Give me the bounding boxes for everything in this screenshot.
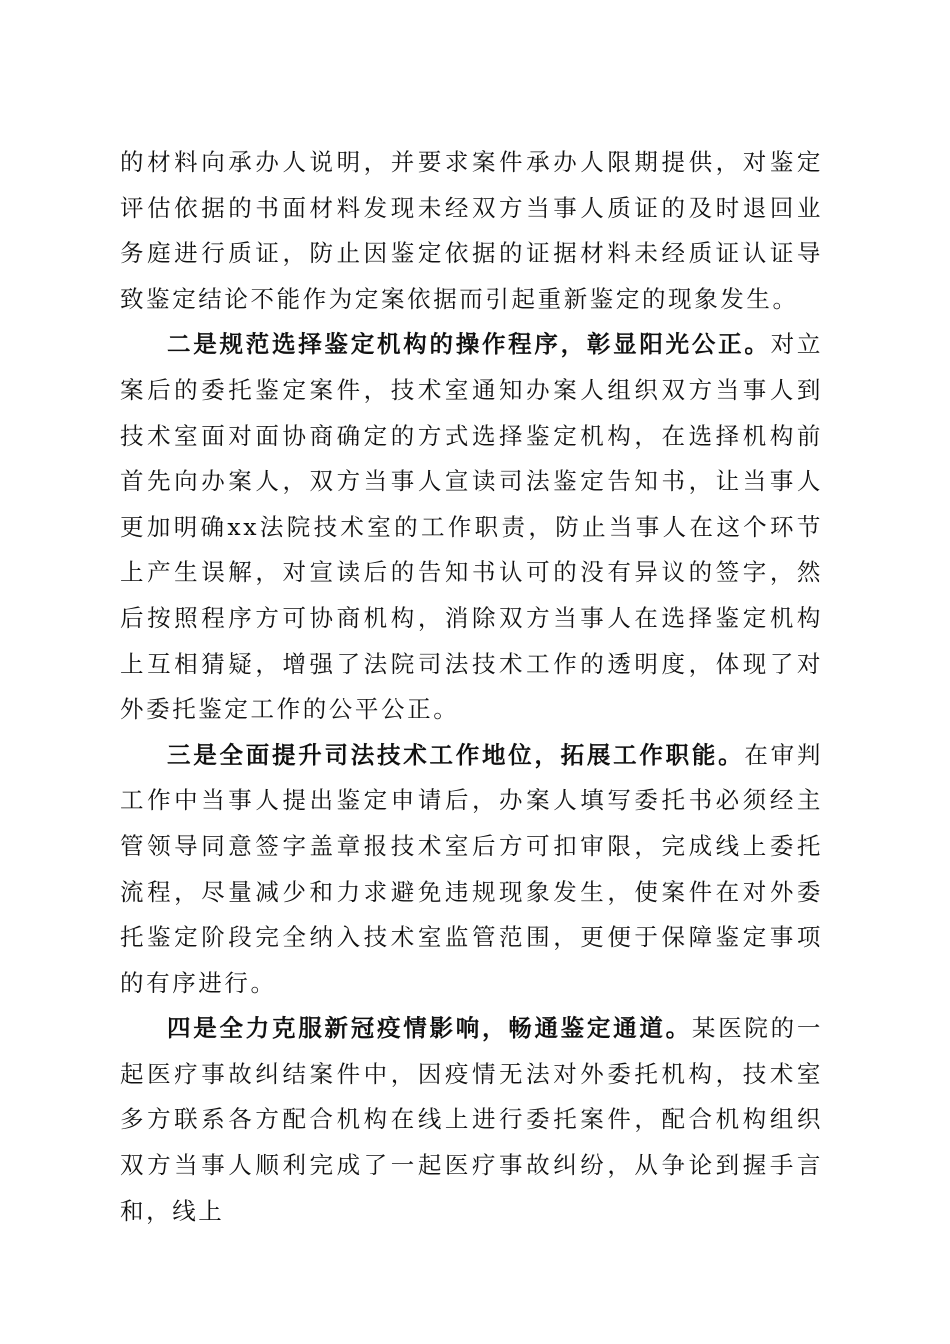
- paragraph-continuation: [120, 140, 823, 322]
- paragraph-lead: 四是全力克服新冠疫情影响，畅通鉴定通道。: [167, 1014, 692, 1043]
- paragraph-lead: 二是规范选择鉴定机构的操作程序，彰显阳光公正。: [167, 330, 771, 359]
- paragraph-point-two: [120, 322, 823, 732]
- paragraph-text: 对立案后的委托鉴定案件，技术室通知办案人组织双方当事人到技术室面对面协商确定的方式选择鉴定机构，在选择机构前首先向办案人，双方当事人宣读司法鉴定告知书，让当事人更加明确xx法院技术室的工作职责，防止当事人在这个环节上产生误解，对宣读后的告知书认可的没有异议的签字，然后按照程序方可协商机构，消除双方当事人在选择鉴定机构上互相猜疑，增强了法院司法技术工作的透明度，体现了对外委托鉴定工作的公平公正。: [120, 330, 823, 724]
- paragraph-text: 的材料向承办人说明，并要求案件承办人限期提供，对鉴定评估依据的书面材料发现未经双方当事人质证的及时退回业务庭进行质证，防止因鉴定依据的证据材料未经质证认证导致鉴定结论不能作为定案依据而引起重新鉴定的现象发生。: [120, 148, 823, 313]
- paragraph-lead: 三是全面提升司法技术工作地位，拓展工作职能。: [167, 740, 745, 769]
- paragraph-text: 某医院的一起医疗事故纠结案件中，因疫情无法对外委托机构，技术室多方联系各方配合机构在线上进行委托案件，配合机构组织双方当事人顺利完成了一起医疗事故纠纷，从争论到握手言和，线上: [120, 1014, 824, 1225]
- document-body: [120, 140, 823, 1234]
- paragraph-point-three: [120, 733, 823, 1007]
- paragraph-point-four: [120, 1006, 823, 1234]
- paragraph-text: 在审判工作中当事人提出鉴定申请后，办案人填写委托书必须经主管领导同意签字盖章报技术室后方可扣审限，完成线上委托流程，尽量减少和力求避免违规现象发生，使案件在对外委托鉴定阶段完全纳入技术室监管范围，更便于保障鉴定事项的有序进行。: [120, 740, 823, 997]
